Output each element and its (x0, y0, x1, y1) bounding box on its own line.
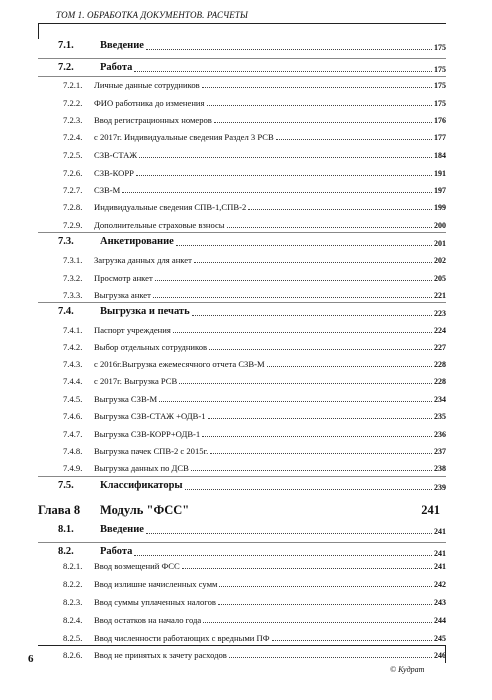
toc-entry-title: Выгрузка анкет (94, 290, 151, 300)
toc-entry-page: 175 (434, 42, 446, 52)
toc-entry-title: СЗВ-М (94, 185, 121, 195)
toc-subsection[interactable] (38, 81, 446, 90)
toc-separator (38, 232, 446, 233)
toc-leader-dots (134, 71, 432, 72)
toc-entry-page: 246 (434, 650, 446, 660)
toc-separator (38, 76, 446, 77)
toc-entry-number: 7.4.7. (63, 429, 83, 439)
toc-entry-title: Ввод регистрационных номеров (94, 115, 212, 125)
toc-leader-dots (191, 470, 432, 471)
toc-entry-title: Индивидуальные сведения СПВ-1,СПВ-2 (94, 202, 247, 212)
toc-leader-dots (173, 332, 432, 333)
toc-entry-title: Выгрузка СЗВ-КОРР+ОДВ-1 (94, 429, 201, 439)
toc-subsection[interactable] (38, 360, 446, 369)
toc-leader-dots (159, 401, 432, 402)
toc-section[interactable] (38, 63, 446, 74)
toc-entry-title: с 2016г.Выгрузка ежемесячного отчета СЗВ-М (94, 359, 265, 369)
toc-leader-dots (136, 175, 432, 176)
toc-subsection[interactable] (38, 377, 446, 386)
toc-section[interactable] (38, 525, 446, 536)
toc-separator (38, 542, 446, 543)
toc-leader-dots (155, 280, 432, 281)
toc-leader-dots (139, 157, 432, 158)
toc-entry-title: Ввод излишне начисленных сумм (94, 579, 218, 589)
toc-chapter[interactable] (38, 504, 446, 517)
toc-entry-number: 7.2.9. (63, 220, 83, 230)
toc-entry-page: 228 (434, 359, 446, 369)
toc-entry-title: Выгрузка СЗВ-СТАЖ +ОДВ-1 (94, 411, 206, 421)
toc-entry-page: 245 (434, 633, 446, 643)
toc-entry-number: 8.1. (58, 524, 74, 535)
toc-subsection[interactable] (38, 221, 446, 230)
toc-section[interactable] (38, 547, 446, 558)
toc-entry-page: 224 (434, 325, 446, 335)
toc-leader-dots (134, 555, 432, 556)
toc-subsection[interactable] (38, 203, 446, 212)
toc-leader-dots (218, 604, 432, 605)
toc-leader-dots (185, 489, 432, 490)
toc-leader-dots (248, 209, 432, 210)
toc-entry-page: 241 (434, 561, 446, 571)
toc-subsection[interactable] (38, 598, 446, 607)
toc-entry-number: 7.2.3. (63, 115, 83, 125)
toc-entry-page: 228 (434, 376, 446, 386)
toc-entry-page: 175 (434, 98, 446, 108)
toc-leader-dots (219, 586, 432, 587)
toc-leader-dots (202, 436, 432, 437)
toc-subsection[interactable] (38, 634, 446, 643)
toc-entry-page: 242 (434, 579, 446, 589)
toc-entry-number: 7.1. (58, 40, 74, 51)
toc-entry-page: 175 (434, 64, 446, 74)
toc-subsection[interactable] (38, 430, 446, 439)
toc-entry-number: 7.4.8. (63, 446, 83, 456)
toc-entry-page: 241 (434, 548, 446, 558)
toc-section[interactable] (38, 307, 446, 318)
toc-subsection[interactable] (38, 274, 446, 283)
toc-entry-title: Работа (100, 546, 133, 557)
toc-subsection[interactable] (38, 326, 446, 335)
toc-subsection[interactable] (38, 616, 446, 625)
toc-leader-dots (202, 87, 432, 88)
toc-entry-page: 243 (434, 597, 446, 607)
toc-leader-dots (153, 297, 432, 298)
toc-section[interactable] (38, 237, 446, 248)
toc-entry-number: 7.5. (58, 480, 74, 491)
toc-subsection[interactable] (38, 395, 446, 404)
toc-leader-dots (146, 49, 432, 50)
header-rule-vertical (38, 23, 39, 39)
footer-rule-vertical (445, 645, 446, 663)
toc-subsection[interactable] (38, 580, 446, 589)
toc-entry-number: 7.2.4. (63, 132, 83, 142)
toc-subsection[interactable] (38, 256, 446, 265)
toc-entry-number: 8.2.2. (63, 579, 83, 589)
toc-entry-number: 7.4.6. (63, 411, 83, 421)
toc-entry-number: 7.4.9. (63, 463, 83, 473)
toc-entry-page: 205 (434, 273, 446, 283)
toc-entry-title: Введение (100, 40, 144, 51)
toc-leader-dots (207, 105, 433, 106)
toc-entry-title: СЗВ-КОРР (94, 168, 134, 178)
toc-entry-number: 7.2.2. (63, 98, 83, 108)
toc-leader-dots (146, 533, 432, 534)
toc-entry-title: с 2017г. Выгрузка РСВ (94, 376, 178, 386)
toc-entry-page: 238 (434, 463, 446, 473)
toc-entry-number: 7.3. (58, 236, 74, 247)
toc-entry-number: 8.2. (58, 546, 74, 557)
toc-entry-page: 237 (434, 446, 446, 456)
toc-subsection[interactable] (38, 133, 446, 142)
toc-entry-page: 223 (434, 308, 446, 318)
toc-entry-number: 7.4.5. (63, 394, 83, 404)
toc-entry-page: 202 (434, 255, 446, 265)
toc-entry-title: Личные данные сотрудников (94, 80, 200, 90)
toc-entry-number: 8.2.6. (63, 650, 83, 660)
toc-entry-title: Выгрузка данных по ДСВ (94, 463, 189, 473)
page-number: 6 (28, 653, 34, 665)
toc-entry-number: 8.2.3. (63, 597, 83, 607)
toc-entry-page: 241 (434, 526, 446, 536)
toc-entry-title: с 2017г. Индивидуальные сведения Раздел 3 РСВ (94, 132, 274, 142)
toc-entry-number: 8.2.1. (63, 561, 83, 571)
toc-section[interactable] (38, 41, 446, 52)
toc-entry-number: 7.2.8. (63, 202, 83, 212)
toc-entry-title: Выгрузка и печать (100, 306, 190, 317)
toc-entry-title: Классификаторы (100, 480, 183, 491)
toc-entry-number: 7.4.4. (63, 376, 83, 386)
toc-entry-number: 7.2.7. (63, 185, 83, 195)
toc-entry-page: 197 (434, 185, 446, 195)
toc-entry-page: 239 (434, 482, 446, 492)
toc-entry-page: 241 (421, 503, 440, 517)
toc-entry-page: 177 (434, 132, 446, 142)
toc-separator (38, 476, 446, 477)
toc-entry-number: 7.2. (58, 62, 74, 73)
toc-entry-title: Модуль "ФСС" (100, 503, 190, 517)
header-rule (38, 23, 446, 24)
toc-entry-title: Паспорт учреждения (94, 325, 171, 335)
toc-entry-number: 7.2.6. (63, 168, 83, 178)
toc-subsection[interactable] (38, 412, 446, 421)
toc-entry-page: 234 (434, 394, 446, 404)
toc-leader-dots (214, 122, 432, 123)
toc-entry-title: Ввод численности работающих с вредными ПФ (94, 633, 270, 643)
toc-entry-number: 7.3.2. (63, 273, 83, 283)
toc-leader-dots (182, 568, 432, 569)
toc-leader-dots (227, 227, 432, 228)
toc-entry-page: 175 (434, 80, 446, 90)
toc-separator (38, 58, 446, 59)
copyright-notice: © Кудрат (390, 665, 425, 674)
toc-leader-dots (209, 349, 432, 350)
toc-subsection[interactable] (38, 447, 446, 456)
toc-entry-title: Просмотр анкет (94, 273, 153, 283)
toc-leader-dots (179, 383, 432, 384)
toc-entry-page: 235 (434, 411, 446, 421)
toc-entry-number: 7.4. (58, 306, 74, 317)
toc-entry-title: Загрузка данных для анкет (94, 255, 192, 265)
toc-entry-title: Введение (100, 524, 144, 535)
toc-entry-title: Анкетирование (100, 236, 174, 247)
toc-subsection[interactable] (38, 99, 446, 108)
toc-leader-dots (210, 453, 432, 454)
toc-leader-dots (203, 622, 432, 623)
toc-entry-title: Ввод возмещений ФСС (94, 561, 180, 571)
toc-entry-title: Ввод суммы уплаченных налогов (94, 597, 216, 607)
toc-subsection[interactable] (38, 464, 446, 473)
toc-entry-page: 184 (434, 150, 446, 160)
toc-subsection[interactable] (38, 116, 446, 125)
toc-entry-page: 199 (434, 202, 446, 212)
toc-entry-number: 7.3.1. (63, 255, 83, 265)
page-header (38, 0, 446, 30)
toc-entry-page: 176 (434, 115, 446, 125)
toc-leader-dots (122, 192, 432, 193)
toc-entry-title: ФИО работника до изменения (94, 98, 205, 108)
toc-entry-title: Выгрузка пачек СПВ-2 с 2015г. (94, 446, 209, 456)
toc-leader-dots (176, 245, 432, 246)
toc-entry-number: 7.2.5. (63, 150, 83, 160)
toc-entry-number: 7.2.1. (63, 80, 83, 90)
footer-rule (38, 645, 446, 646)
toc-subsection[interactable] (38, 291, 446, 300)
toc-entry-page: 201 (434, 238, 446, 248)
toc-section[interactable] (38, 481, 446, 492)
toc-subsection[interactable] (38, 562, 446, 571)
toc-entry-page: 236 (434, 429, 446, 439)
toc-leader-dots (194, 262, 432, 263)
toc-entry-page: 221 (434, 290, 446, 300)
toc-leader-dots (276, 139, 432, 140)
toc-leader-dots (267, 366, 432, 367)
toc-subsection[interactable] (38, 151, 446, 160)
running-header-title: ТОМ 1. ОБРАБОТКА ДОКУМЕНТОВ. РАСЧЕТЫ (56, 10, 248, 20)
toc-leader-dots (272, 640, 432, 641)
toc-entry-title: Выгрузка СЗВ-М (94, 394, 158, 404)
toc-entry-number: 7.3.3. (63, 290, 83, 300)
toc-entry-title: Ввод остатков на начало года (94, 615, 202, 625)
toc-entry-page: 227 (434, 342, 446, 352)
toc-entry-title: Выбор отдельных сотрудников (94, 342, 208, 352)
toc-subsection[interactable] (38, 343, 446, 352)
toc-entry-number: 7.4.1. (63, 325, 83, 335)
toc-leader-dots (208, 418, 432, 419)
toc-subsection[interactable] (38, 169, 446, 178)
toc-entry-number: Глава 8 (38, 503, 81, 517)
toc-entry-title: СЗВ-СТАЖ (94, 150, 138, 160)
toc-entry-number: 8.2.4. (63, 615, 83, 625)
toc-entry-number: 8.2.5. (63, 633, 83, 643)
toc-entry-number: 7.4.2. (63, 342, 83, 352)
toc-entry-title: Ввод не принятых к зачету расходов (94, 650, 227, 660)
toc-entry-title: Работа (100, 62, 133, 73)
toc-leader-dots (192, 315, 432, 316)
toc-entry-page: 191 (434, 168, 446, 178)
toc-entry-number: 7.4.3. (63, 359, 83, 369)
toc-entry-page: 244 (434, 615, 446, 625)
toc-entry-title: Дополнительные страховые взносы (94, 220, 225, 230)
toc-separator (38, 302, 446, 303)
toc-subsection[interactable] (38, 186, 446, 195)
page-footer (0, 645, 492, 700)
toc-entry-page: 200 (434, 220, 446, 230)
